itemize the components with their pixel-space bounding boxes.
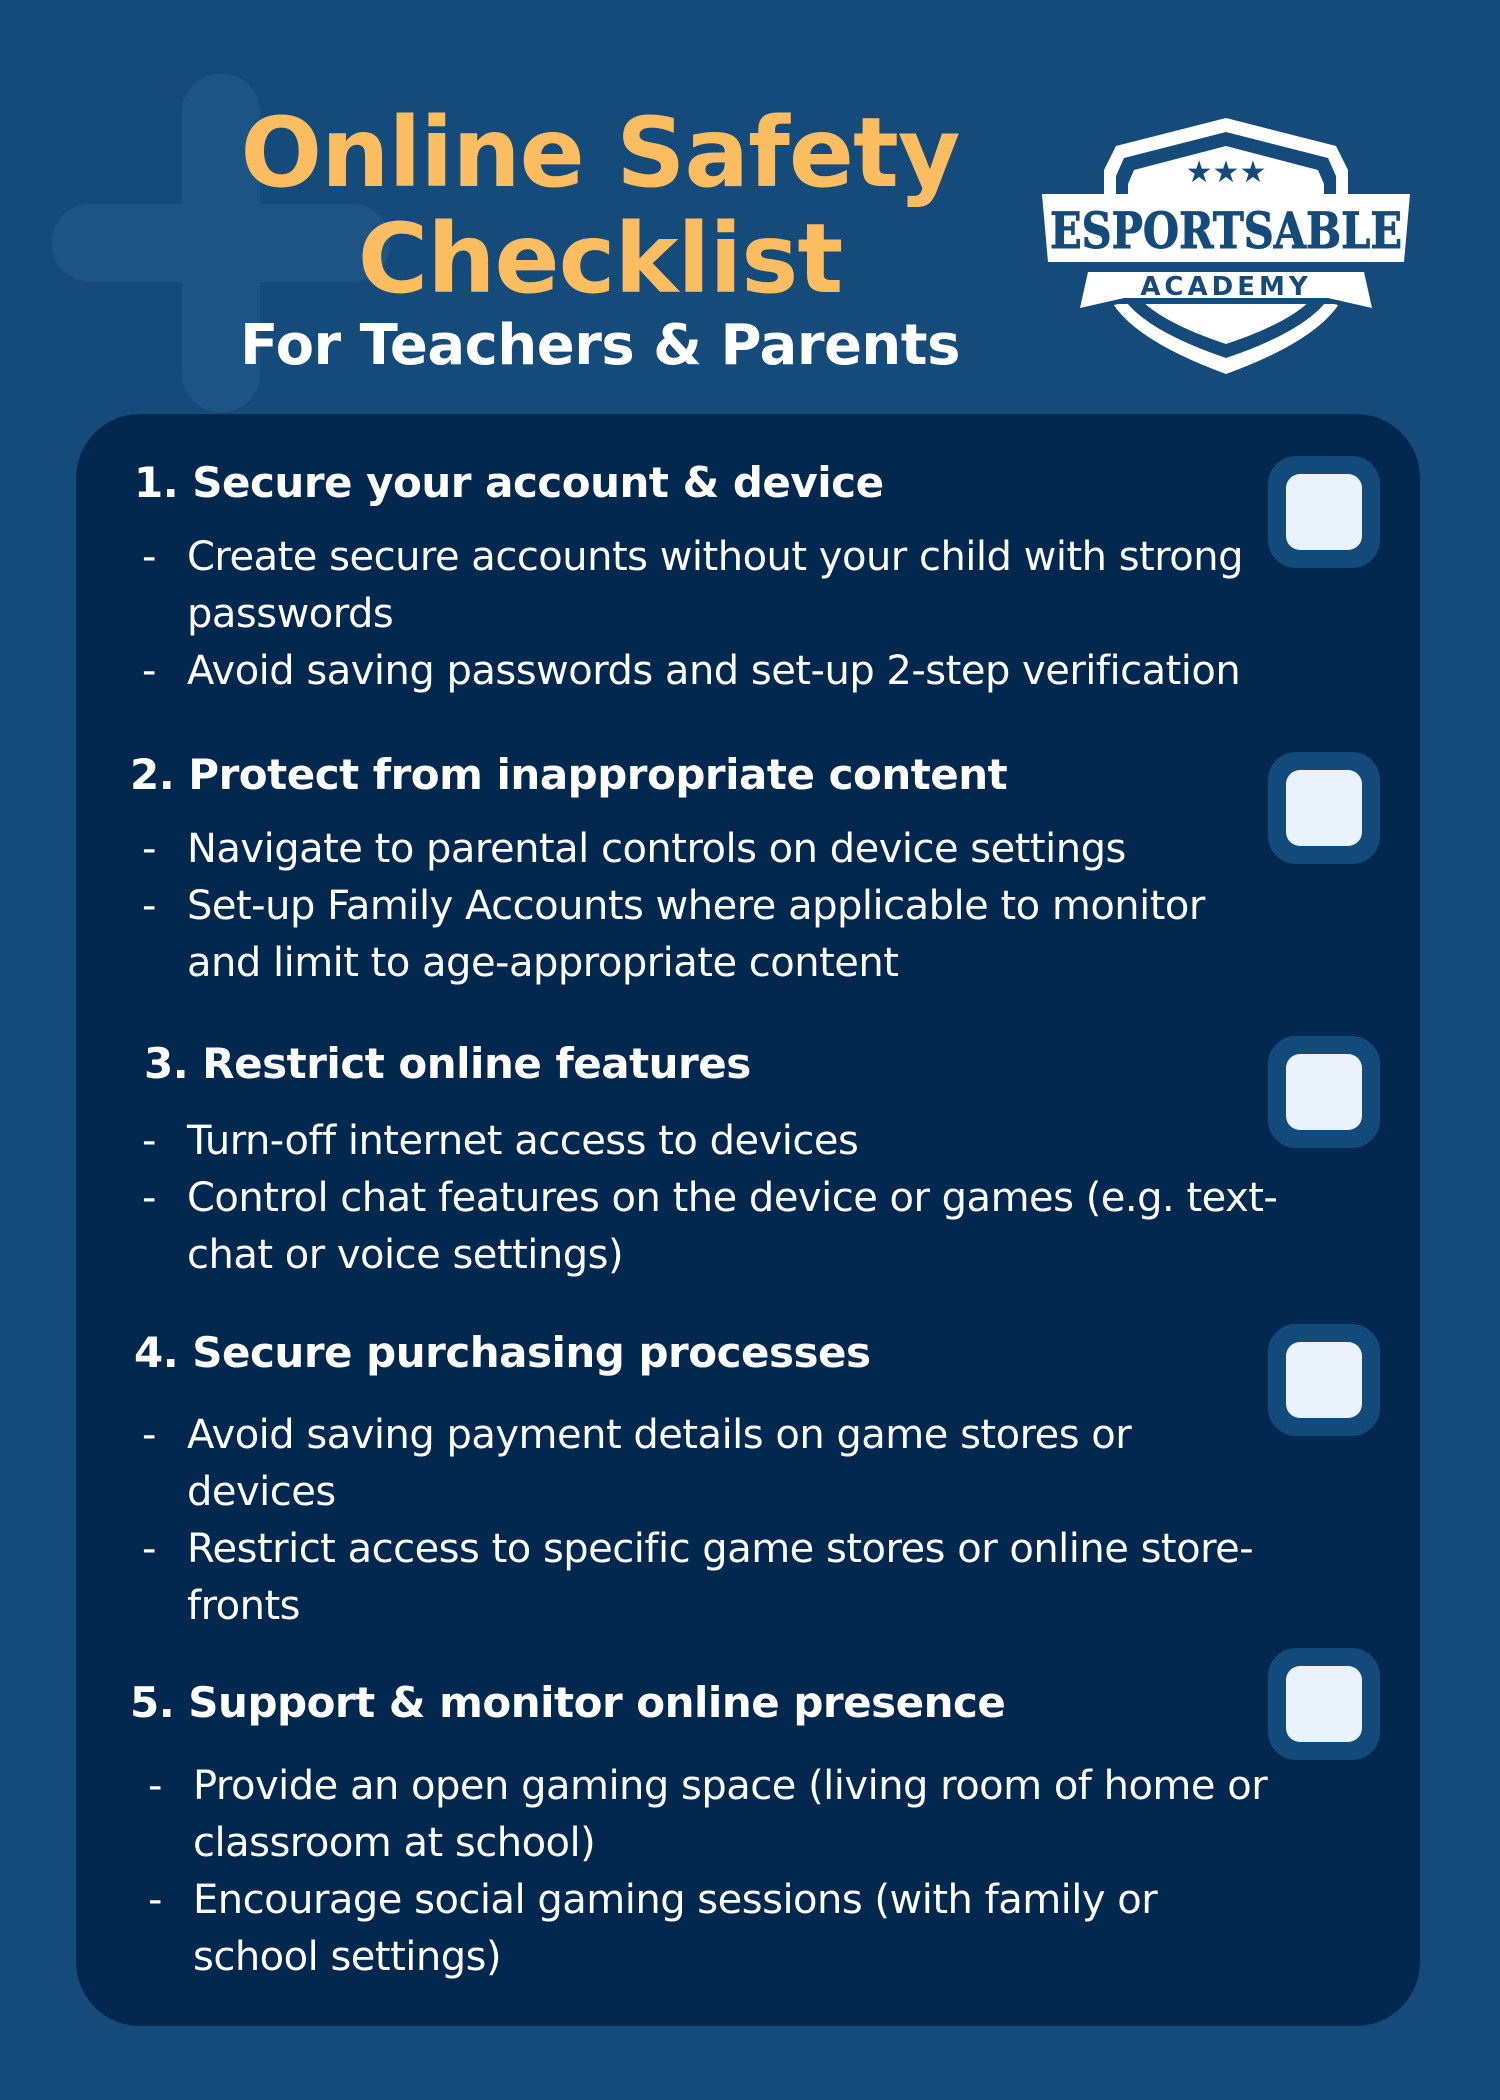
bullet-item: - Avoid saving passwords and set-up 2-step verification xyxy=(142,643,1367,700)
bullet-item: - Restrict access to specific game stores or online store-fronts xyxy=(142,1521,1287,1635)
shield-logo-icon xyxy=(1036,112,1416,382)
checkbox-item-4[interactable] xyxy=(1268,1324,1380,1436)
bullet-list xyxy=(142,1113,1287,1284)
bullet-list xyxy=(142,529,1367,700)
title-line-1: Online Safety xyxy=(240,97,960,209)
bullet-item: - Turn-off internet access to devices xyxy=(142,1113,1287,1170)
subtitle: For Teachers & Parents xyxy=(240,313,960,378)
logo-tagline: ACADEMY xyxy=(1140,272,1312,302)
checkbox-box xyxy=(1286,474,1362,550)
bullet-item: - Avoid saving payment details on game stores or devices xyxy=(142,1407,1287,1521)
checkbox-item-1[interactable] xyxy=(1268,456,1380,568)
checkbox-box xyxy=(1286,1054,1362,1130)
checkbox-box xyxy=(1286,770,1362,846)
checkbox-box xyxy=(1286,1342,1362,1418)
checkbox-item-2[interactable] xyxy=(1268,752,1380,864)
logo-name: ESPORTSABLE xyxy=(1050,201,1402,260)
bullet-item: - Provide an open gaming space (living room of home or classroom at school) xyxy=(148,1758,1293,1872)
item-title: 2. Protect from inappropriate content xyxy=(130,750,1008,799)
item-title: 3. Restrict online features xyxy=(144,1039,751,1088)
bullet-item: - Set-up Family Accounts where applicable to monitor and limit to age-appropriate content xyxy=(142,878,1287,992)
checkbox-box xyxy=(1286,1666,1362,1742)
bullet-item: - Create secure accounts without your child with strong passwords xyxy=(142,529,1287,643)
bullet-list xyxy=(142,1407,1287,1635)
item-title: 4. Secure purchasing processes xyxy=(134,1328,871,1377)
esportsable-academy-logo xyxy=(1036,112,1416,382)
checkbox-item-3[interactable] xyxy=(1268,1036,1380,1148)
checkbox-item-5[interactable] xyxy=(1268,1648,1380,1760)
item-title: 1. Secure your account & device xyxy=(134,458,884,507)
bullet-item: - Encourage social gaming sessions (with family or school settings) xyxy=(148,1872,1293,1986)
title-line-2: Checklist xyxy=(357,203,843,315)
checklist-panel xyxy=(76,414,1420,2026)
bullet-list xyxy=(142,821,1287,992)
bullet-item: - Navigate to parental controls on device settings xyxy=(142,821,1287,878)
item-title: 5. Support & monitor online presence xyxy=(130,1678,1006,1727)
header xyxy=(200,97,1000,378)
bullet-item: - Control chat features on the device or games (e.g. text-chat or voice settings) xyxy=(142,1170,1287,1284)
logo-stars: ★★★ xyxy=(1185,155,1267,190)
bullet-list xyxy=(148,1758,1293,1986)
